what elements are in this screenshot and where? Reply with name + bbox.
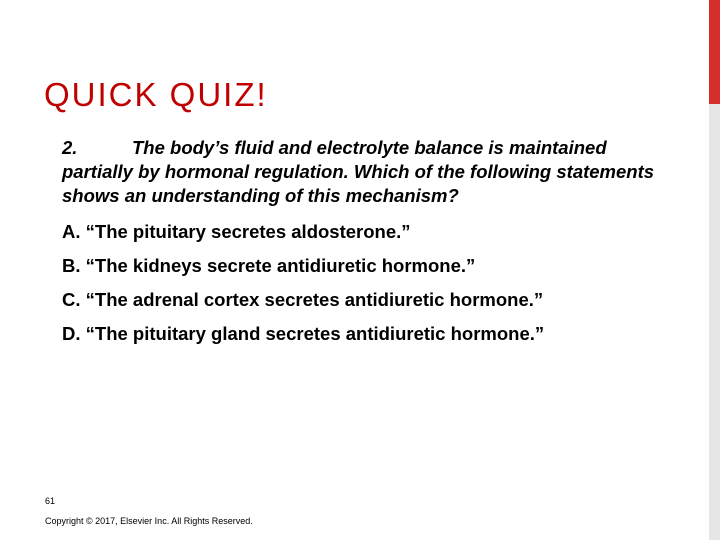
answer-options — [62, 220, 692, 356]
option-a: A. “The pituitary secretes aldosterone.” — [62, 221, 411, 242]
option-b: B. “The kidneys secrete antidiuretic hormone.” — [62, 255, 476, 276]
question-text: The body’s fluid and electrolyte balance is maintained partially by hormonal regulation. Which of the following statements shows an understanding of this mechanism? — [62, 137, 655, 206]
side-border — [709, 104, 720, 540]
accent-bar — [709, 0, 720, 104]
page-number: 61 — [45, 496, 56, 506]
option-c: C. “The adrenal cortex secretes antidiuretic hormone.” — [62, 289, 544, 310]
copyright-notice: Copyright © 2017, Elsevier Inc. All Rights Reserved. — [45, 516, 253, 526]
option-d: D. “The pituitary gland secretes antidiuretic hormone.” — [62, 323, 545, 344]
slide-title: QUICK QUIZ! — [44, 76, 268, 113]
question-number: 2. — [62, 137, 78, 158]
question — [62, 136, 672, 208]
